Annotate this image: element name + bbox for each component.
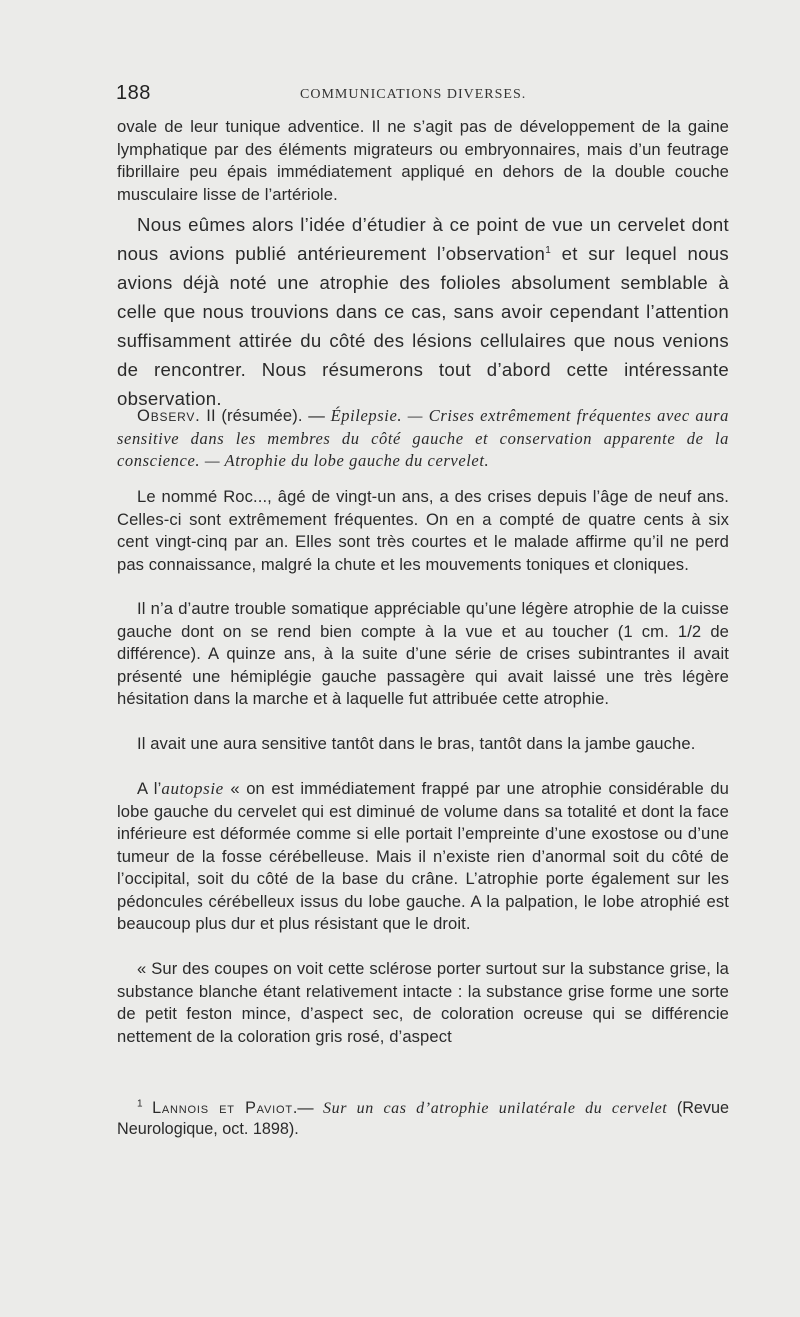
paragraph-autopsy	[117, 778, 729, 936]
paragraph-text: et sur lequel nous avions déjà noté une atrophie des folioles absolument semblable à celle que nous trouvions dans ce cas, sans avoir cependant l’attention suffisamment attirée du côté des lésions cellulaires que nous venions de rencontrer. Nous résumerons tout d’abord cette intéressante observation.	[117, 243, 729, 409]
paragraph-introduction	[117, 210, 729, 413]
paragraph-text: « on est immédiatement frappé par une atrophie considérable du lobe gauche du cervelet qui est diminué de volume dans sa totalité et dont la face inférieure est déformée comme si elle portait l’empreinte d’une exostose ou d’une tumeur de la fosse cérébelleuse. Mais il n’existe rien d’anormal soit du côté de l’occipital, soit du côté de la base du crâne. L’atrophie porte également sur les pédoncules cérébelleux issus du lobe gauche. A la palpation, le lobe atrophié est beaucoup plus dur et plus résistant que le droit.	[117, 779, 729, 933]
footnote	[117, 1098, 729, 1140]
paragraph-text: Le nommé Roc..., âgé de vingt-un ans, a des crises depuis l’âge de neuf ans. Celles-ci sont extrêmement fréquentes. On en a compté de quatre cents à six cent vingt-cinq par an. Elles sont très courtes et le malade affirme qu’il ne perd pas connaissance, malgré la chute et les mouvements toniques et cloniques.	[117, 487, 729, 574]
page-number: 188	[116, 82, 151, 104]
observation-title: Épilepsie. — Crises extrêmement fréquentes avec aura sensitive dans les membres du côté gauche et conservation apparente de la conscience. — Atrophie du lobe gauche du cervelet.	[117, 406, 730, 470]
footnote-marker: 1	[137, 1098, 143, 1110]
paragraph-text: A l’	[137, 779, 162, 798]
page-header	[116, 82, 730, 106]
paragraph-sections	[117, 958, 729, 1048]
running-head: COMMUNICATIONS DIVERSES.	[300, 87, 527, 102]
paragraph-aura	[117, 733, 729, 756]
observation-number: II (résumée). —	[200, 406, 331, 425]
footnote-title: Sur un cas d’atrophie unilatérale du cervelet	[323, 1100, 668, 1117]
paragraph-patient-history	[117, 486, 729, 576]
paragraph-text: Nous eûmes alors l’idée d’étudier à ce point de vue un cervelet dont nous avions publié antérieurement l’observation	[117, 214, 729, 264]
footnote-reference: 1	[545, 244, 552, 256]
observation-heading	[117, 405, 729, 473]
footnote-authors: Lannois et Paviot	[152, 1099, 293, 1117]
paragraph-somatic-trouble	[117, 598, 729, 711]
footnote-dash: .—	[292, 1099, 324, 1117]
observation-label: Observ.	[137, 406, 201, 425]
paragraph-text: « Sur des coupes on voit cette sclérose porter surtout sur la substance grise, la substance blanche étant relativement intacte : la substance grise forme une sorte de petit feston mince, d’aspect sec, de coloration ocreuse qui se différencie nettement de la coloration gris rosé, d’aspect	[117, 959, 729, 1046]
footnote-source: (Revue Neurologique, oct. 1898).	[117, 1099, 730, 1138]
autopsy-italic: autopsie	[161, 779, 224, 798]
paragraph-text: Il avait une aura sensitive tantôt dans le bras, tantôt dans la jambe gauche.	[137, 734, 696, 753]
paragraph-continuation	[117, 116, 729, 206]
paragraph-text: Il n’a d’autre trouble somatique appréciable qu’une légère atrophie de la cuisse gauche dont on se rend bien compte à la vue et au toucher (1 cm. 1/2 de différence). A quinze ans, à la suite d’une série de crises subintrantes il avait présenté une hémiplégie gauche passagère qui avait laissé une très légère hésitation dans la marche et à laquelle fut attribuée cette atrophie.	[117, 599, 729, 708]
paragraph-text: ovale de leur tunique adventice. Il ne s’agit pas de développement de la gaine lymphatique par des éléments migrateurs ou embryonnaires, mais d’un feutrage fibrillaire peu épais immédiatement appliqué en dehors de la double couche musculaire lisse de l’artériole.	[117, 117, 729, 204]
